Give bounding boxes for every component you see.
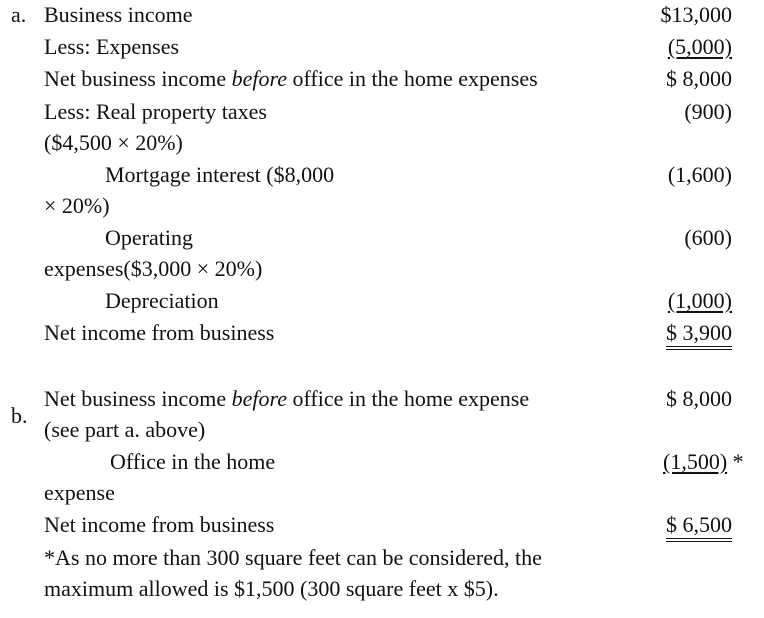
business-income-label: Business income: [44, 2, 193, 27]
operating-label-line2: expenses($3,000 × 20%): [44, 256, 263, 281]
depreciation-amount-value: (1,000): [667, 288, 732, 313]
net-income-a-amount: [666, 320, 732, 346]
net-income-a-amount-value: $ 3,900: [666, 320, 732, 350]
office-amount-value: (1,500): [663, 449, 728, 474]
b-net-before-text-emphasis: before: [231, 386, 287, 411]
part-a-label: a.: [11, 2, 27, 27]
business-income-amount: $13,000: [660, 2, 732, 27]
property-taxes-label-line1: Less: Real property taxes: [44, 99, 267, 124]
operating-label-line1: Operating: [105, 225, 193, 250]
net-before-label: [44, 66, 538, 92]
operating-amount: (600): [684, 225, 732, 250]
expenses-label: Less: Expenses: [44, 34, 180, 59]
net-income-b-amount: [666, 512, 732, 538]
mortgage-label-line2: × 20%): [44, 193, 110, 218]
footnote-line2: maximum allowed is $1,500 (300 square feet x $5).: [44, 576, 499, 601]
footnote-line1: *As no more than 300 square feet can be considered, the: [44, 545, 542, 570]
depreciation-label: Depreciation: [105, 288, 219, 313]
part-b-label: b.: [11, 403, 28, 428]
net-income-b-amount-value: $ 6,500: [666, 512, 732, 542]
property-taxes-label-line2: ($4,500 × 20%): [44, 130, 183, 155]
depreciation-amount: [668, 288, 732, 314]
net-before-text-emphasis: before: [231, 66, 287, 91]
expenses-amount: [668, 34, 732, 60]
net-income-b-label: Net income from business: [44, 512, 275, 537]
expenses-amount-value: (5,000): [667, 34, 732, 59]
net-before-text-post: office in the home expenses: [286, 66, 538, 91]
office-label-line1: Office in the home: [110, 449, 276, 474]
property-taxes-amount: (900): [684, 99, 732, 124]
office-label-line2: expense: [44, 480, 115, 505]
net-before-text-pre: Net business income: [44, 66, 232, 91]
b-net-before-amount: $ 8,000: [666, 386, 732, 411]
b-net-before-label: [44, 386, 529, 412]
b-net-before-text-pre: Net business income: [44, 386, 232, 411]
net-before-amount: $ 8,000: [666, 66, 732, 91]
mortgage-label-line1: Mortgage interest ($8,000: [105, 162, 335, 187]
office-amount: [663, 449, 744, 475]
net-income-a-label: Net income from business: [44, 320, 275, 345]
b-net-before-label-line2: (see part a. above): [44, 417, 206, 442]
b-net-before-text-post: office in the home expense: [286, 386, 530, 411]
office-footnote-marker: *: [732, 449, 744, 474]
mortgage-amount: (1,600): [667, 162, 732, 187]
